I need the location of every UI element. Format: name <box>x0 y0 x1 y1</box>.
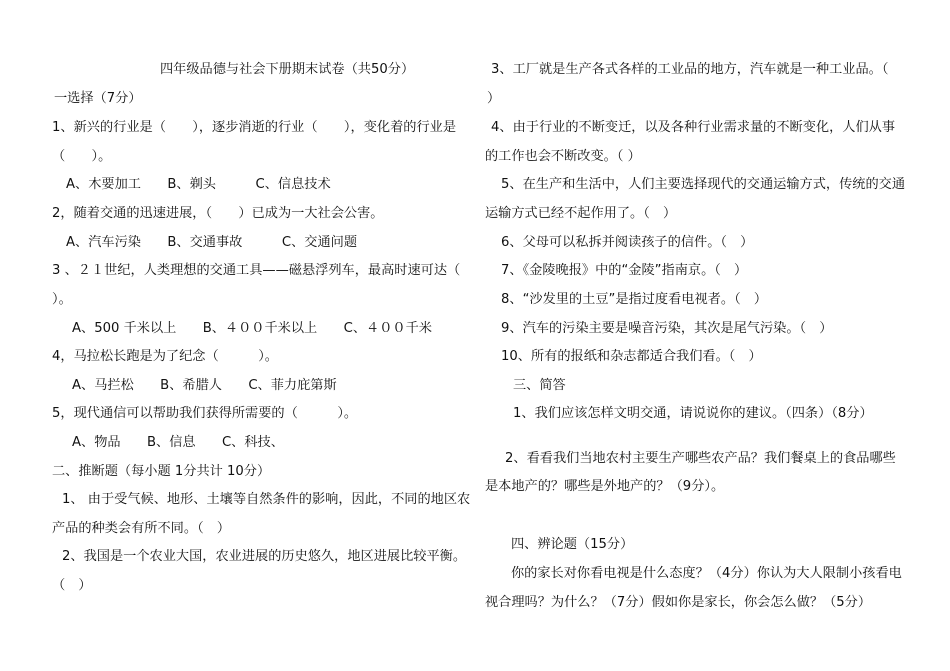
s2-q10: 10、所有的报纸和杂志都适合我们看。（ ） <box>501 349 762 364</box>
s2-q6: 6、父母可以私拆并阅读孩子的信件。（ ） <box>501 235 754 250</box>
s2-q4-line1: 4、由于行业的不断变迁，以及各种行业需求量的不断变化，人们从事 <box>491 120 896 135</box>
s1-q4-options: A、马拦松 B、希腊人 C、菲力庇第斯 <box>72 378 337 393</box>
section3-heading: 三、简答 <box>513 378 566 393</box>
s1-q4-line1: 4，马拉松长跑是为了纪念（ ）。 <box>52 349 278 364</box>
s2-q2-line1: 2、我国是一个农业大国，农业进展的历史悠久，地区进展比较平衡。 <box>62 549 467 564</box>
s1-q1-line1: 1、新兴的行业是（ ），逐步消逝的行业（ ），变化着的行业是 <box>52 120 456 135</box>
s1-q1-options: A、木要加工 B、剃头 C、信息技术 <box>66 177 331 192</box>
s1-q3-line1: 3 、２１世纪，人类理想的交通工具——磁悬浮列车，最高时速可达（ <box>52 263 461 278</box>
s3-q2-line1: 2、看看我们当地农村主要生产哪些农产品？我们餐桌上的食品哪些 <box>505 451 896 466</box>
s1-q2-line1: 2，随着交通的迅速进展，（ ）已成为一大社会公害。 <box>52 206 384 221</box>
s2-q8: 8、“沙发里的土豆”是指过度看电视者。（ ） <box>501 292 768 307</box>
s1-q5-options: A、物品 B、信息 C、科技、 <box>72 435 284 450</box>
s2-q4-line2: 的工作也会不断改变。（ ） <box>485 149 641 164</box>
s3-q2-line2: 是本地产的？哪些是外地产的？（9分）。 <box>485 479 725 494</box>
s2-q3-line2: ） <box>487 91 501 106</box>
s1-q5-line1: 5，现代通信可以帮助我们获得所需要的（ ）。 <box>52 406 358 421</box>
s4-line2: 视合理吗？为什么？（7分）假如你是家长，你会怎么做？（5分） <box>485 595 872 610</box>
s2-q5-line1: 5、在生产和生活中，人们主要选择现代的交通运输方式，传统的交通 <box>501 177 906 192</box>
section1-heading: 一选择（7分） <box>54 91 142 106</box>
s4-line1: 你的家长对你看电视是什么态度？（4分）你认为大人限制小孩看电 <box>511 566 902 581</box>
s1-q3-options: A、500 千米以上 B、４００千米以上 C、４００千米 <box>72 321 432 336</box>
s1-q3-line2: ）。 <box>52 292 72 307</box>
s2-q1-line2: 产品的种类会有所不同。（ ） <box>52 521 231 536</box>
s2-q5-line2: 运输方式已经不起作用了。（ ） <box>485 206 677 221</box>
s3-q1: 1、我们应该怎样文明交通，请说说你的建议。（四条）（8分） <box>513 406 873 421</box>
s2-q2-line2: （ ） <box>52 578 92 593</box>
section2-heading: 二、推断题（每小题 1分共计 10分） <box>52 464 271 479</box>
s2-q3-line1: 3、工厂就是生产各式各样的工业品的地方，汽车就是一种工业品。（ <box>491 62 889 77</box>
s2-q1-line1: 1、 由于受气候、地形、土壤等自然条件的影响，因此，不同的地区农 <box>62 492 471 507</box>
s1-q2-options: A、汽车污染 B、交通事故 C、交通问题 <box>66 235 358 250</box>
s1-q1-line2: （ ）。 <box>52 149 112 164</box>
exam-title: 四年级品德与社会下册期末试卷（共50分） <box>160 62 415 77</box>
s2-q9: 9、汽车的污染主要是噪音污染，其次是尾气污染。（ ） <box>501 321 833 336</box>
s2-q7: 7、《金陵晚报》中的“金陵”指南京。（ ） <box>501 263 748 278</box>
section4-heading: 四、辨论题（15分） <box>511 537 634 552</box>
